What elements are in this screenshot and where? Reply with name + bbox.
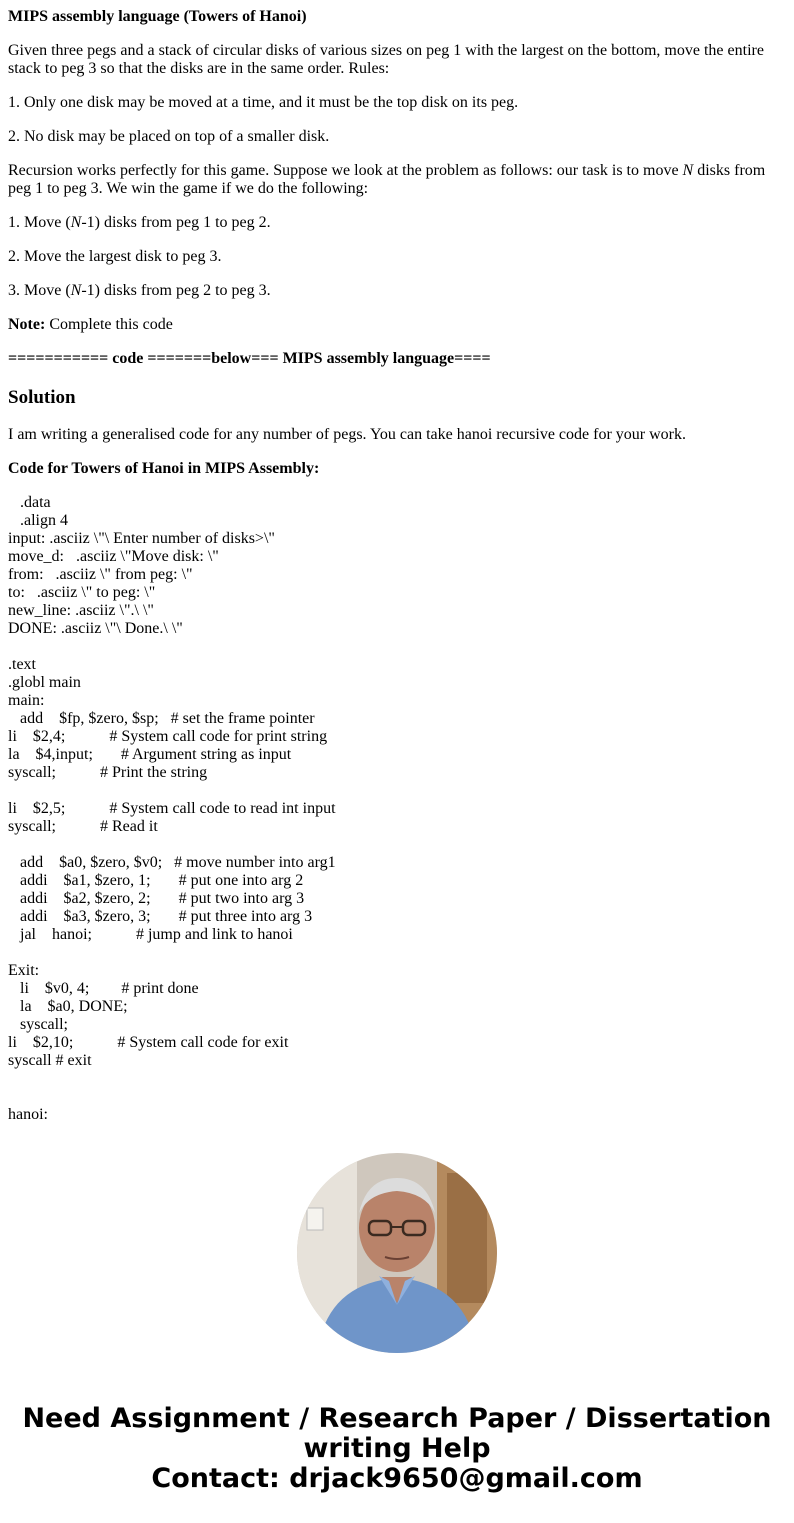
promo-contact: Contact: drjack9650@gmail.com: [151, 1463, 643, 1494]
note: [8, 316, 786, 334]
code-line: li $v0, 4; # print done: [8, 980, 199, 997]
code-line: addi $a2, $zero, 2; # put two into arg 3: [8, 890, 305, 907]
code-line: li $2,10; # System call code for exit: [8, 1034, 289, 1051]
code-line: syscall; # Read it: [8, 818, 158, 835]
promo-banner: [0, 1404, 794, 1494]
question-title: MIPS assembly language (Towers of Hanoi): [8, 8, 307, 25]
code-line: .align 4: [8, 512, 68, 529]
step-3-prefix: 3. Move (: [8, 282, 71, 299]
promo-line-1: Need Assignment / Research Paper / Dissertation: [22, 1403, 772, 1434]
recursion-text-after: disks from peg 1 to peg 3. We win the game if we do the following:: [8, 162, 766, 197]
code-line: hanoi:: [8, 1106, 48, 1123]
author-avatar: [297, 1153, 497, 1353]
recursion-paragraph: [8, 162, 786, 198]
recursion-n: N: [682, 162, 694, 179]
code-line: DONE: .asciiz \"\ Done.\ \": [8, 620, 183, 637]
code-line: move_d: .asciiz \"Move disk: \": [8, 548, 219, 565]
code-line: li $2,5; # System call code to read int input: [8, 800, 336, 817]
step-1: [8, 214, 786, 232]
code-line: [8, 782, 786, 800]
code-line: la $4,input; # Argument string as input: [8, 746, 292, 763]
rule-2: 2. No disk may be placed on top of a smaller disk.: [8, 128, 330, 145]
code-line: la $a0, DONE;: [8, 998, 128, 1015]
code-line: li $2,4; # System call code for print string: [8, 728, 328, 745]
code-line: addi $a1, $zero, 1; # put one into arg 2: [8, 872, 304, 889]
code-line: [8, 944, 786, 962]
step-1-suffix: -1) disks from peg 1 to peg 2.: [81, 214, 271, 231]
note-label: Note:: [8, 316, 46, 333]
solution-intro: I am writing a generalised code for any number of pegs. You can take hanoi recursive code for your work.: [8, 426, 686, 443]
promo-line-2: writing Help: [303, 1433, 491, 1464]
code-line: main:: [8, 692, 45, 709]
step-2: 2. Move the largest disk to peg 3.: [8, 248, 222, 265]
code-line: to: .asciiz \" to peg: \": [8, 584, 156, 601]
step-3-suffix: -1) disks from peg 2 to peg 3.: [81, 282, 271, 299]
recursion-text-before: Recursion works perfectly for this game. Suppose we look at the problem as follows: our task is to move: [8, 162, 683, 179]
code-line: .text: [8, 656, 36, 673]
note-text: Complete this code: [45, 316, 173, 333]
code-line: [8, 1088, 786, 1106]
code-line: [8, 1070, 786, 1088]
code-line: from: .asciiz \" from peg: \": [8, 566, 193, 583]
rule-1: 1. Only one disk may be moved at a time, and it must be the top disk on its peg.: [8, 94, 519, 111]
code-line: [8, 836, 786, 854]
code-title: Code for Towers of Hanoi in MIPS Assembly:: [8, 460, 320, 477]
code-line: .data: [8, 494, 51, 511]
step-1-prefix: 1. Move (: [8, 214, 71, 231]
code-line: syscall;: [8, 1016, 68, 1033]
code-line: new_line: .asciiz \".\ \": [8, 602, 154, 619]
code-line: jal hanoi; # jump and link to hanoi: [8, 926, 293, 943]
code-block: [8, 494, 786, 1124]
step-1-n: N: [70, 214, 82, 231]
code-line: syscall; # Print the string: [8, 764, 208, 781]
code-line: add $fp, $zero, $sp; # set the frame pointer: [8, 710, 315, 727]
code-separator: =========== code =======below=== MIPS assembly language====: [8, 350, 491, 367]
code-line: input: .asciiz \"\ Enter number of disks>\": [8, 530, 275, 547]
code-line: [8, 638, 786, 656]
code-line: syscall # exit: [8, 1052, 92, 1069]
code-line: Exit:: [8, 962, 40, 979]
step-3: [8, 282, 786, 300]
code-line: add $a0, $zero, $v0; # move number into arg1: [8, 854, 336, 871]
solution-heading: Solution: [8, 387, 76, 408]
code-line: .globl main: [8, 674, 81, 691]
code-line: addi $a3, $zero, 3; # put three into arg 3: [8, 908, 313, 925]
step-3-n: N: [70, 282, 82, 299]
author-photo: [297, 1153, 497, 1353]
question-intro: Given three pegs and a stack of circular disks of various sizes on peg 1 with the largest on the bottom, move the entire stack to peg 3 so that the disks are in the same order. Rules:: [8, 42, 764, 77]
